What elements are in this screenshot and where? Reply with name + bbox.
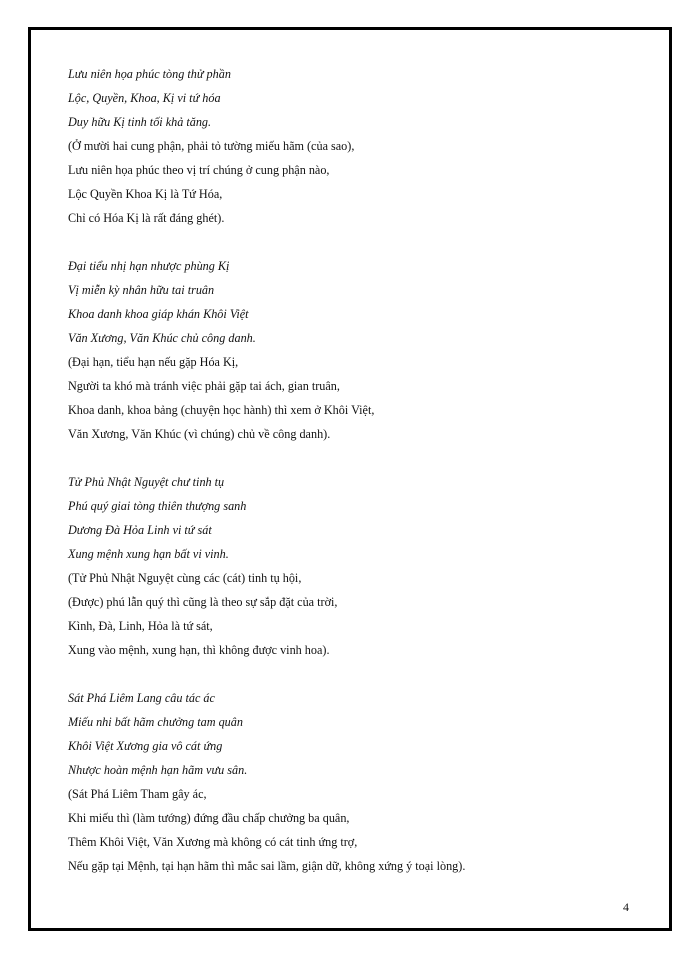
verse-line: Văn Xương, Văn Khúc chủ công danh.: [68, 331, 256, 345]
verse-line: Vị miễn kỳ nhân hữu tai truân: [68, 283, 215, 297]
translation-line: Văn Xương, Văn Khúc (vì chúng) chủ về công danh).: [68, 427, 331, 441]
verse-line: Lộc, Quyền, Khoa, Kị vi tứ hóa: [68, 91, 221, 105]
verse-line: Phú quý giai tòng thiên thượng sanh: [68, 499, 247, 513]
verse-line: Sát Phá Liêm Lang câu tác ác: [68, 691, 215, 705]
translation-line: Lộc Quyền Khoa Kị là Tứ Hóa,: [68, 187, 223, 201]
translation-line: (Sát Phá Liêm Tham gây ác,: [68, 787, 207, 801]
translation-line: Thêm Khôi Việt, Văn Xương mà không có cát tinh ứng trợ,: [68, 835, 358, 849]
translation-line: Kình, Đà, Linh, Hỏa là tứ sát,: [68, 619, 213, 633]
verse-line: Khôi Việt Xương gia vô cát ứng: [68, 739, 223, 753]
translation-line: Lưu niên họa phúc theo vị trí chúng ở cung phận nào,: [68, 163, 330, 177]
verse-line: Dương Đà Hỏa Linh vi tứ sát: [68, 523, 212, 537]
translation-line: Chỉ có Hóa Kị là rất đáng ghét).: [68, 211, 225, 225]
translation-line: Xung vào mệnh, xung hạn, thì không được vinh hoa).: [68, 643, 330, 657]
verse-line: Khoa danh khoa giáp khán Khôi Việt: [68, 307, 249, 321]
translation-line: Khi miếu thì (làm tướng) đứng đầu chấp chưởng ba quân,: [68, 811, 350, 825]
translation-line: (Đại hạn, tiểu hạn nếu gặp Hóa Kị,: [68, 355, 239, 369]
translation-line: (Được) phú lẫn quý thì cũng là theo sự sắp đặt của trời,: [68, 595, 338, 609]
translation-line: Người ta khó mà tránh việc phải gặp tai ách, gian truân,: [68, 379, 340, 393]
verse-line: Xung mệnh xung hạn bất vi vinh.: [68, 547, 229, 561]
verse-line: Nhược hoàn mệnh hạn hãm vưu sân.: [68, 763, 248, 777]
verse-line: Miếu nhi bất hãm chưởng tam quân: [68, 715, 243, 729]
verse-line: Lưu niên họa phúc tòng thử phần: [68, 67, 231, 81]
translation-line: (Tử Phủ Nhật Nguyệt cùng các (cát) tinh tụ hội,: [68, 571, 302, 585]
verse-line: Đại tiểu nhị hạn nhược phùng Kị: [68, 259, 230, 273]
translation-line: (Ở mười hai cung phận, phải tỏ tường miếu hãm (của sao),: [68, 139, 355, 153]
stanza-4: [68, 686, 648, 878]
stanza-3: [68, 470, 648, 662]
page-number: 4: [623, 900, 629, 914]
stanza-1: [68, 62, 648, 230]
verse-line: Duy hữu Kị tinh tối khả tăng.: [68, 115, 212, 129]
document-page: [28, 27, 672, 931]
page-content: [68, 62, 648, 902]
stanza-2: [68, 254, 648, 446]
verse-line: Tử Phủ Nhật Nguyệt chư tinh tụ: [68, 475, 225, 489]
translation-line: Nếu gặp tại Mệnh, tại hạn hãm thì mắc sai lầm, giận dữ, không xứng ý toại lòng).: [68, 859, 466, 873]
translation-line: Khoa danh, khoa bảng (chuyện học hành) thì xem ở Khôi Việt,: [68, 403, 375, 417]
